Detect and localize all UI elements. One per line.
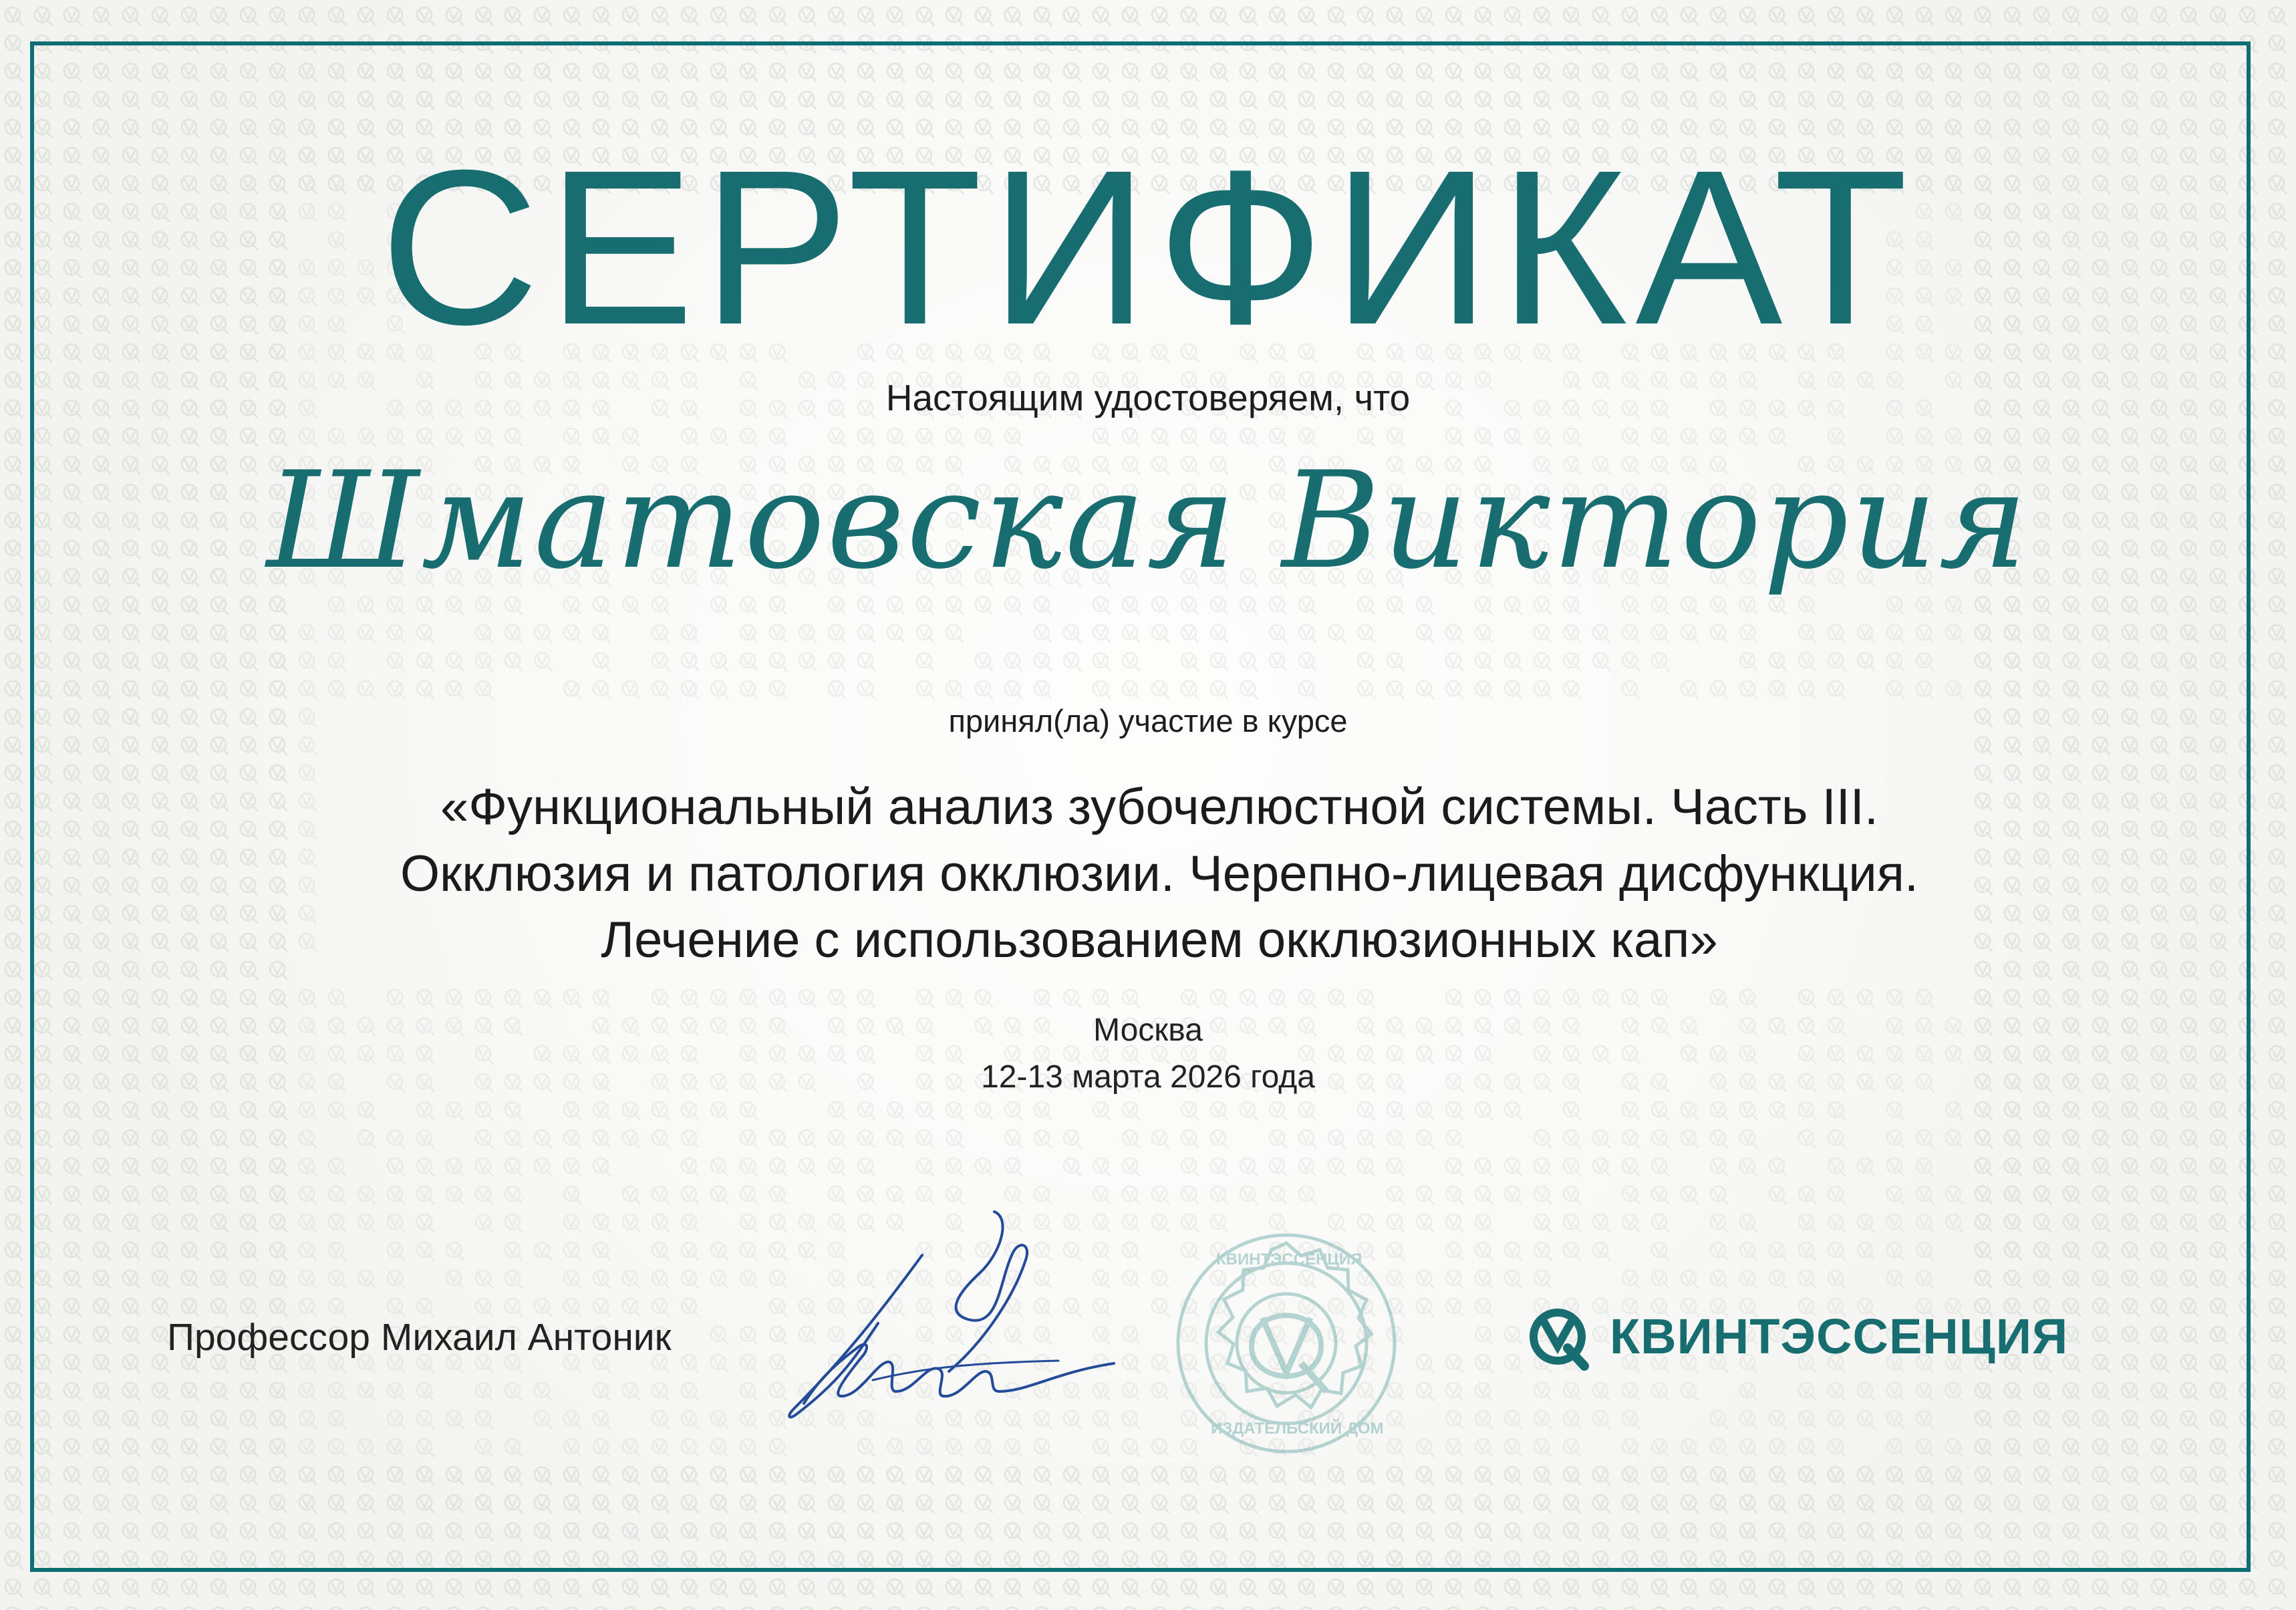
svg-text:КВИНТЭССЕНЦИЯ: КВИНТЭССЕНЦИЯ (1216, 1250, 1362, 1268)
course-title (254, 774, 2065, 974)
brand-name: КВИНТЭССЕНЦИЯ (1610, 1309, 2069, 1364)
course-title-line: Окклюзия и патология окклюзии. Черепно-лицевая дисфункция. (400, 845, 1919, 902)
svg-text:ИЗДАТЕЛЬСКИЙ ДОМ: ИЗДАТЕЛЬСКИЙ ДОМ (1211, 1420, 1384, 1438)
certificate-title: СЕРТИФИКАТ (380, 124, 1916, 370)
q-monogram-icon (1520, 1299, 1595, 1374)
quintessence-logo (1520, 1297, 2068, 1377)
participation-text: принял(ла) участие в курсе (948, 703, 1348, 739)
handwritten-signature (775, 1203, 1123, 1450)
course-title-line: «Функциональный анализ зубочелюстной системы. Часть III. (440, 779, 1879, 835)
professor-name: Профессор Михаил Антоник (167, 1316, 672, 1359)
company-seal (1146, 1203, 1427, 1484)
recipient-name: Шматовская Виктория (267, 443, 2029, 599)
course-title-line: Лечение с использованием окклюзионных кап» (601, 912, 1718, 969)
event-date: 12-13 марта 2026 года (981, 1059, 1315, 1095)
event-city: Москва (1093, 1013, 1203, 1048)
certification-intro: Настоящим удостоверяем, что (885, 377, 1411, 418)
